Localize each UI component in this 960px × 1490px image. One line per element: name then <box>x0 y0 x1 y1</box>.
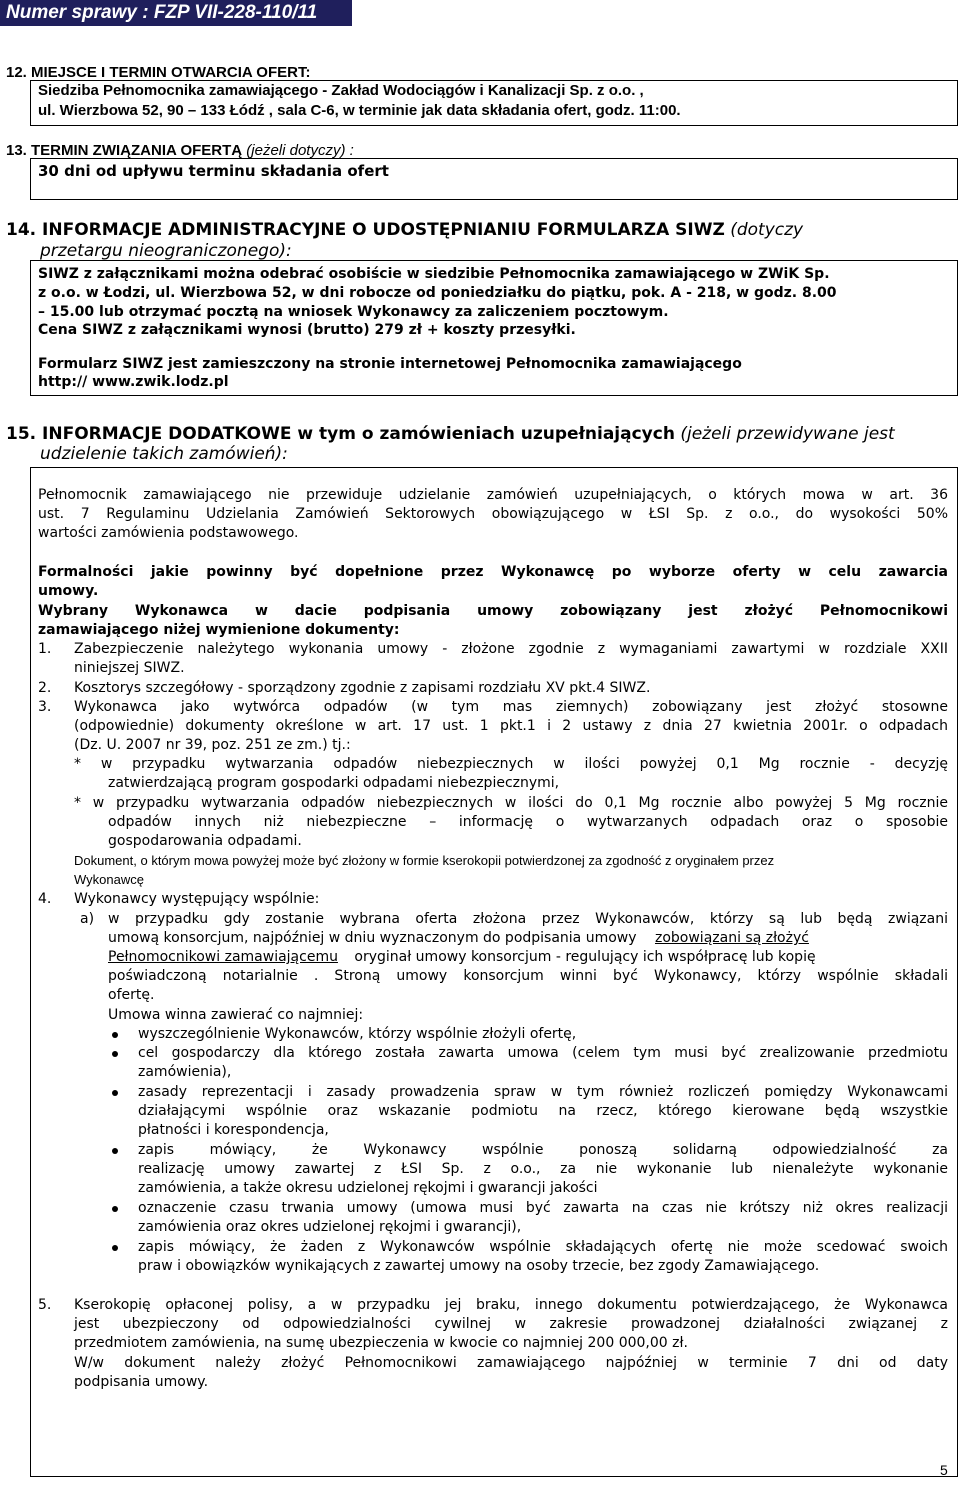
s12-title: 12. MIEJSCE I TERMIN OTWARCIA OFERT: <box>6 64 311 81</box>
s12-line2: ul. Wierzbowa 52, 90 – 133 Łódź , sala C-6, w terminie jak data składania ofert, godz. 11:00. <box>38 102 681 119</box>
item1-number: 1. <box>38 641 52 657</box>
b2-l1: cel gospodarczy dla którego została zawarta umowa (celem tym musi być zrealizowanie przedmiotu <box>138 1045 948 1061</box>
s15-p1-l1: Pełnomocnik zamawiającego nie przewiduje udzielanie zamówień uzupełniających, o których mowa w art. 36 <box>38 487 948 503</box>
item3-l2: (odpowiedni​e) dokumenty określone w art. 17 ust. 1 pkt.1 i 2 ustawy z dnia 27 kwietnia 2001r. o odpadach <box>74 718 948 734</box>
item4-l1: Wykonawcy występujący wspólnie: <box>74 891 320 907</box>
item2-l1: Kosztorys szczegółowy - sporządzony zgodnie z zapisami rozdziału XV pkt.4 SIWZ. <box>74 680 651 696</box>
b4-l3: zamówienia, a także okresu udzielonej rękojmi i gwarancji jakości <box>138 1180 598 1196</box>
star2-l3: gospodarowania odpadami. <box>108 833 302 849</box>
b3-l1: zasady reprezentacji i zasady prowadzenia spraw w tym również rozliczeń pomiędzy Wykonawcami <box>138 1084 948 1100</box>
bullet-5 <box>112 1206 118 1212</box>
star1-l1: * w przypadku wytwarzania odpadów niebezpiecznych w ilości powyżej 0,1 Mg rocznie - decyzję <box>74 756 948 772</box>
s15-f4: zamawiającego niżej wymienione dokumenty: <box>38 622 400 638</box>
s14-title-text: 14. INFORMACJE ADMINISTRACYJNE O UDOSTĘPNIANIU FORMULARZA SIWZ <box>6 220 725 240</box>
case-number-header: Numer sprawy : FZP VII-228-110/11 <box>0 0 352 26</box>
item2-number: 2. <box>38 680 52 696</box>
item5-l2: jest ubezpieczony od odpowiedzialności cywilnej w zakresie prowadzonej działalności związanej z <box>74 1316 948 1332</box>
s14-url: http:// www.zwik.lodz.pl <box>38 374 229 390</box>
page-number: 5 <box>940 1462 948 1478</box>
bullet-2 <box>112 1051 118 1057</box>
b3-l2: działającymi wspólnie oraz wskazanie podmiotu na rzecz, którego kierowane będą wszystkie <box>138 1103 948 1119</box>
b4-l2: realizację umowy zawartej z ŁSI Sp. z o.o., za nie wykonanie lub nienależyte wykonanie <box>138 1161 948 1177</box>
item3-l1: Wykonawca jako wytwórca odpadów (w tym mas ziemnych) zobowiązany jest złożyć stosowne <box>74 699 948 715</box>
item4a-label: a) <box>80 911 95 927</box>
s13-title <box>6 142 354 159</box>
item3-l3: (Dz. U. 2007 nr 39, poz. 251 ze zm.) tj.: <box>74 737 351 753</box>
bullet-3 <box>112 1090 118 1096</box>
item4a-l2-underlined: zobowiązani są złożyć <box>654 930 809 946</box>
item5-number: 5. <box>38 1297 52 1313</box>
bullet-6 <box>112 1245 118 1251</box>
item4a-l5: ofertę. <box>108 987 155 1003</box>
item5-l5: podpisania umowy. <box>74 1374 209 1390</box>
b2-l2: zamówienia), <box>138 1064 232 1080</box>
s15-title-text: 15. INFORMACJE DODATKOWE w tym o zamówieniach uzupełniających <box>6 424 675 444</box>
item1-l1: Zabezpieczenie należytego wykonania umowy - złożone zgodnie z wymaganiami zawartymi w rozdziale XXII <box>74 641 948 657</box>
s15-p1-l3: wartości zamówienia podstawowego. <box>38 525 299 541</box>
s13-title-italic: (jeżeli dotyczy) : <box>246 142 354 159</box>
item4a-l1: w przypadku gdy zostanie wybrana oferta złożona przez Wykonawców, którzy są lub będą związani <box>108 911 948 927</box>
s15-title <box>6 424 895 444</box>
star1-l2: zatwierdzającą program gospodarki odpadami niebezpiecznymi, <box>108 775 560 791</box>
item5-l1: Kserokopię opłaconej polisy, a w przypadku jej braku, innego dokumentu potwierdzającego, że Wykonawca <box>74 1297 948 1313</box>
s14-title <box>6 220 803 240</box>
b6-l1: zapis mówiący, że żaden z Wykonawców wspólnie składających ofertę nie może scedować swoich <box>138 1239 948 1255</box>
s15-f2: umowy. <box>38 583 99 599</box>
item3-number: 3. <box>38 699 52 715</box>
s15-p1-l2: ust. 7 Regulaminu Udzielania Zamówień Sektorowych obowiązującego w ŁSI Sp. z o.o., do wysokości 50% <box>38 506 948 522</box>
item4-number: 4. <box>38 891 52 907</box>
doc-note-l1: Dokument, o którym mowa powyżej może być złożony w formie kserokopii potwierdzonej za zgodność z oryginałem przez <box>74 853 775 868</box>
item4a-l6: Umowa winna zawierać co najmniej: <box>108 1007 364 1023</box>
s14-l1: SIWZ z załącznikami można odebrać osobiście w siedzibie Pełnomocnika zamawiającego w ZWiK Sp. <box>38 266 830 282</box>
s14-l3: – 15.00 lub otrzymać pocztą na wniosek Wykonawcy za zaliczeniem pocztowym. <box>38 304 669 320</box>
s14-l4: Cena SIWZ z załącznikami wynosi (brutto) 279 zł + koszty przesyłki. <box>38 322 576 338</box>
s14-title-italic: (dotyczy <box>730 220 804 240</box>
item4a-l4: poświadczoną notarialnie . Stroną umowy konsorcjum winni być Wykonawcy, którzy wspólnie składali <box>108 968 948 984</box>
b1-l1: wyszczególnienie Wykonawców, którzy wspólnie złożyli ofertę, <box>138 1026 577 1042</box>
item4a-l2-text: umową konsorcjum, najpóźniej w dniu wyznaczonym do podpisania umowy <box>108 930 637 946</box>
item4a-l2 <box>108 930 809 946</box>
star2-l2: odpadów innych niż niebezpieczne – informację o wytwarzanych odpadach oraz o sposobie <box>108 814 948 830</box>
b5-l1: oznaczenie czasu trwania umowy (umowa musi być zawarta na czas nie krótszy niż okres realizacji <box>138 1200 948 1216</box>
b5-l2: zamówienia oraz okres udzielonej rękojmi i gwarancji), <box>138 1219 522 1235</box>
item4a-l3-text: oryginał umowy konsorcjum - regulujący ich współpracę lub kopię <box>354 949 816 965</box>
s12-line1: Siedziba Pełnomocnika zamawiającego - Zakład Wodociągów i Kanalizacji Sp. z o.o. , <box>38 82 644 99</box>
item1-l2: niniejszej SIWZ. <box>74 660 185 676</box>
s14-l5: Formularz SIWZ jest zamieszczony na stronie internetowej Pełnomocnika zamawiającego <box>38 356 742 372</box>
item4a-l3-underlined: Pełnomocnikowi zamawiającemu <box>108 949 338 965</box>
b4-l1: zapis mówiący, że Wykonawcy wspólnie ponoszą solidarną odpowiedzialność za <box>138 1142 948 1158</box>
bullet-1 <box>112 1032 118 1038</box>
s15-f3: Wybrany Wykonawca w dacie podpisania umowy zobowiązany jest złożyć Pełnomocnikowi <box>38 603 948 619</box>
doc-note-l2: Wykonawcę <box>74 872 144 887</box>
s15-title-italic: (jeżeli przewidywane jest <box>680 424 895 444</box>
s14-title-line2: przetargu nieograniczonego): <box>40 241 292 261</box>
s13-title-text: 13. TERMIN ZWIĄZANIA OFERTĄ <box>6 142 243 159</box>
s15-f1: Formalności jakie powinny być dopełnione przez Wykonawcę po wyborze oferty w celu zawarcia <box>38 564 948 580</box>
bullet-4 <box>112 1148 118 1154</box>
b6-l2: praw i obowiązków wynikających z zawartej umowy na osoby trzecie, bez zgody Zamawiającego. <box>138 1258 820 1274</box>
item4a-l3 <box>108 949 816 965</box>
s14-l2: z o.o. w Łodzi, ul. Wierzbowa 52, w dni robocze od poniedziałku do piątku, pok. A - 218, w godz. 8.00 <box>38 285 837 301</box>
s13-line1: 30 dni od upływu terminu składania ofert <box>38 162 389 180</box>
s15-title-line2: udzielenie takich zamówień): <box>40 444 288 464</box>
item5-l4: W/w dokument należy złożyć Pełnomocnikowi zamawiającego najpóźniej w terminie 7 dni od daty <box>74 1355 948 1371</box>
star2-l1: * w przypadku wytwarzania odpadów niebezpiecznych w ilości do 0,1 Mg rocznie albo powyżej 5 Mg rocznie <box>74 795 948 811</box>
b3-l3: płatności i korespondencja, <box>138 1122 329 1138</box>
item5-l3: przedmiotem zamówienia, na sumę ubezpieczenia w kwocie co najmniej 200 000,00 zł. <box>74 1335 688 1351</box>
